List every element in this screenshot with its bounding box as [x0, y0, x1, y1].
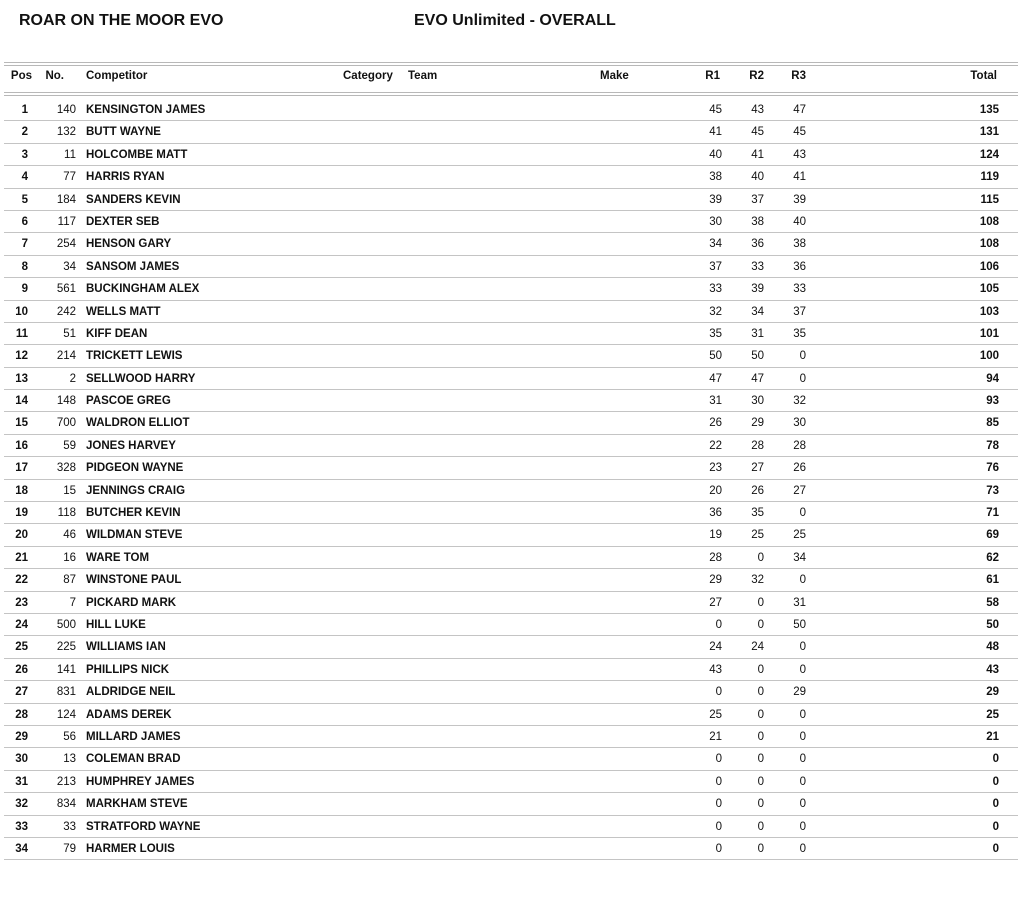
cell-number: 328 [56, 462, 76, 475]
column-header-r1: R1 [705, 70, 720, 82]
cell-pos: 24 [15, 618, 28, 631]
cell-r2: 0 [757, 551, 764, 564]
cell-pos: 25 [15, 641, 28, 654]
cell-total: 29 [986, 686, 999, 699]
cell-total: 61 [986, 574, 999, 587]
cell-competitor: PICKARD MARK [86, 596, 177, 609]
cell-pos: 2 [21, 126, 28, 139]
cell-total: 106 [979, 260, 999, 273]
cell-number: 11 [64, 148, 76, 161]
cell-pos: 28 [15, 708, 28, 721]
table-row [4, 256, 1018, 278]
cell-r2: 31 [751, 327, 764, 340]
column-header-category: Category [343, 70, 393, 82]
cell-number: 79 [63, 842, 76, 855]
cell-r2: 39 [751, 283, 764, 296]
cell-competitor: DEXTER SEB [86, 215, 160, 228]
cell-r1: 30 [709, 215, 722, 228]
cell-pos: 8 [21, 260, 28, 273]
cell-r3: 40 [793, 215, 806, 228]
cell-total: 0 [992, 775, 999, 788]
cell-number: 16 [63, 551, 76, 564]
cell-r3: 0 [799, 708, 806, 721]
cell-r1: 23 [709, 462, 722, 475]
event-title: ROAR ON THE MOOR EVO [19, 12, 224, 29]
cell-total: 85 [986, 417, 999, 430]
column-header-pos: Pos [10, 70, 32, 82]
cell-total: 21 [986, 730, 999, 743]
cell-r2: 0 [757, 708, 764, 721]
table-row [4, 412, 1018, 434]
cell-number: 13 [63, 753, 76, 766]
cell-number: 7 [69, 596, 76, 609]
table-row [4, 233, 1018, 255]
cell-r2: 47 [751, 372, 764, 385]
cell-pos: 29 [15, 730, 28, 743]
cell-r3: 25 [793, 529, 806, 542]
column-header-r2: R2 [749, 70, 764, 82]
table-row [4, 99, 1018, 121]
cell-pos: 9 [21, 283, 28, 296]
table-row [4, 345, 1018, 367]
cell-number: 214 [56, 350, 76, 363]
table-row [4, 121, 1018, 143]
cell-total: 76 [986, 462, 999, 475]
cell-number: 834 [56, 798, 76, 811]
table-row [4, 614, 1018, 636]
cell-number: 46 [63, 529, 76, 542]
cell-r3: 0 [799, 372, 806, 385]
cell-r2: 29 [751, 417, 764, 430]
cell-r3: 0 [799, 775, 806, 788]
cell-pos: 32 [15, 798, 28, 811]
cell-r3: 0 [799, 842, 806, 855]
cell-number: 59 [63, 439, 76, 452]
cell-r1: 39 [709, 193, 722, 206]
cell-competitor: SELLWOOD HARRY [86, 372, 196, 385]
cell-competitor: ALDRIDGE NEIL [86, 686, 176, 699]
table-row [4, 681, 1018, 703]
cell-total: 78 [986, 439, 999, 452]
cell-competitor: SANDERS KEVIN [86, 193, 181, 206]
table-row [4, 323, 1018, 345]
cell-r2: 36 [751, 238, 764, 251]
cell-total: 71 [986, 507, 999, 520]
cell-r1: 33 [709, 283, 722, 296]
cell-r1: 27 [709, 596, 722, 609]
cell-r3: 34 [793, 551, 806, 564]
table-row [4, 704, 1018, 726]
cell-r1: 21 [709, 730, 722, 743]
cell-r2: 32 [751, 574, 764, 587]
cell-total: 69 [986, 529, 999, 542]
cell-r1: 24 [709, 641, 722, 654]
cell-r3: 0 [799, 641, 806, 654]
cell-competitor: HOLCOMBE MATT [86, 148, 188, 161]
cell-pos: 27 [15, 686, 28, 699]
table-row [4, 211, 1018, 233]
cell-r3: 30 [793, 417, 806, 430]
cell-r2: 0 [757, 753, 764, 766]
results-table-header [0, 70, 1024, 88]
cell-pos: 3 [21, 148, 28, 161]
cell-r2: 38 [751, 215, 764, 228]
cell-competitor: STRATFORD WAYNE [86, 820, 201, 833]
table-row [4, 592, 1018, 614]
cell-pos: 5 [21, 193, 28, 206]
cell-r3: 0 [799, 753, 806, 766]
cell-pos: 11 [15, 327, 28, 340]
cell-pos: 15 [15, 417, 28, 430]
cell-number: 118 [57, 507, 76, 520]
cell-total: 93 [986, 395, 999, 408]
cell-total: 94 [986, 372, 999, 385]
cell-competitor: SANSOM JAMES [86, 260, 180, 273]
cell-pos: 30 [15, 753, 28, 766]
cell-number: 254 [56, 238, 76, 251]
cell-total: 0 [992, 753, 999, 766]
cell-competitor: MILLARD JAMES [86, 730, 181, 743]
cell-pos: 34 [15, 842, 28, 855]
cell-r1: 47 [709, 372, 722, 385]
cell-total: 73 [986, 484, 999, 497]
cell-r2: 0 [757, 686, 764, 699]
table-row [4, 838, 1018, 860]
column-header-r3: R3 [791, 70, 806, 82]
cell-r1: 0 [715, 753, 722, 766]
cell-competitor: HARMER LOUIS [86, 842, 175, 855]
table-row [4, 748, 1018, 770]
cell-competitor: WILLIAMS IAN [86, 641, 166, 654]
class-title: EVO Unlimited - OVERALL [414, 12, 616, 29]
cell-pos: 14 [15, 395, 28, 408]
cell-number: 561 [56, 283, 76, 296]
table-row [4, 793, 1018, 815]
table-row [4, 547, 1018, 569]
cell-r1: 0 [715, 820, 722, 833]
cell-r2: 45 [751, 126, 764, 139]
table-row [4, 771, 1018, 793]
cell-r1: 35 [709, 327, 722, 340]
cell-number: 124 [56, 708, 76, 721]
cell-pos: 10 [15, 305, 28, 318]
cell-total: 0 [992, 820, 999, 833]
results-table-body [0, 99, 1024, 860]
cell-r1: 40 [709, 148, 722, 161]
cell-number: 242 [56, 305, 76, 318]
cell-r3: 0 [799, 798, 806, 811]
cell-r2: 0 [757, 798, 764, 811]
cell-total: 103 [979, 305, 999, 318]
cell-total: 0 [992, 798, 999, 811]
table-row [4, 480, 1018, 502]
cell-number: 34 [63, 260, 76, 273]
cell-competitor: HENSON GARY [86, 238, 172, 251]
cell-competitor: KENSINGTON JAMES [86, 104, 206, 116]
cell-r3: 41 [793, 171, 806, 184]
cell-r2: 0 [757, 663, 764, 676]
cell-r1: 45 [709, 104, 722, 116]
cell-pos: 21 [15, 551, 28, 564]
cell-total: 115 [980, 193, 999, 206]
cell-total: 124 [979, 148, 999, 161]
cell-r2: 26 [751, 484, 764, 497]
cell-r3: 26 [793, 462, 806, 475]
cell-r3: 0 [799, 730, 806, 743]
cell-r1: 0 [715, 618, 722, 631]
cell-competitor: WELLS MATT [86, 305, 161, 318]
cell-r1: 50 [709, 350, 722, 363]
cell-competitor: KIFF DEAN [86, 327, 148, 340]
cell-r1: 26 [709, 417, 722, 430]
cell-r3: 38 [793, 238, 806, 251]
cell-pos: 16 [15, 439, 28, 452]
cell-r1: 0 [715, 798, 722, 811]
cell-number: 15 [63, 484, 76, 497]
cell-r3: 0 [799, 574, 806, 587]
cell-number: 77 [63, 171, 76, 184]
cell-total: 105 [979, 283, 999, 296]
cell-r3: 31 [793, 596, 806, 609]
cell-competitor: BUTT WAYNE [86, 126, 161, 139]
cell-r3: 0 [799, 663, 806, 676]
divider-top [4, 62, 1018, 63]
cell-pos: 7 [21, 238, 28, 251]
cell-number: 132 [56, 126, 76, 139]
cell-r1: 0 [715, 775, 722, 788]
table-row [4, 636, 1018, 658]
cell-r2: 43 [751, 104, 764, 116]
cell-competitor: COLEMAN BRAD [86, 753, 181, 766]
cell-competitor: ADAMS DEREK [86, 708, 172, 721]
table-row [4, 659, 1018, 681]
table-row [4, 569, 1018, 591]
cell-r2: 0 [757, 618, 764, 631]
cell-competitor: TRICKETT LEWIS [86, 350, 183, 363]
cell-r1: 41 [709, 126, 722, 139]
cell-r1: 43 [709, 663, 722, 676]
cell-number: 500 [56, 618, 76, 631]
cell-r2: 37 [751, 193, 764, 206]
cell-pos: 18 [15, 484, 28, 497]
cell-r2: 30 [751, 395, 764, 408]
cell-total: 58 [986, 596, 999, 609]
cell-number: 140 [56, 104, 76, 116]
cell-r1: 34 [709, 238, 722, 251]
cell-total: 131 [979, 126, 999, 139]
cell-r3: 37 [793, 305, 806, 318]
cell-r2: 40 [751, 171, 764, 184]
table-row [4, 726, 1018, 748]
cell-pos: 20 [15, 529, 28, 542]
cell-r3: 32 [793, 395, 806, 408]
cell-r1: 20 [709, 484, 722, 497]
cell-pos: 1 [21, 104, 28, 116]
cell-r1: 22 [709, 439, 722, 452]
cell-total: 108 [979, 215, 999, 228]
cell-r2: 0 [757, 596, 764, 609]
cell-competitor: WILDMAN STEVE [86, 529, 183, 542]
cell-r2: 35 [751, 507, 764, 520]
cell-r2: 28 [751, 439, 764, 452]
cell-number: 148 [56, 395, 76, 408]
cell-competitor: WINSTONE PAUL [86, 574, 182, 587]
column-header-make: Make [600, 70, 629, 82]
cell-r2: 33 [751, 260, 764, 273]
cell-pos: 23 [15, 596, 28, 609]
column-header-competitor: Competitor [86, 70, 148, 82]
table-row [4, 166, 1018, 188]
cell-pos: 31 [15, 775, 28, 788]
cell-r2: 50 [751, 350, 764, 363]
cell-competitor: HUMPHREY JAMES [86, 775, 195, 788]
cell-pos: 26 [15, 663, 28, 676]
table-row [4, 502, 1018, 524]
cell-r3: 0 [799, 507, 806, 520]
cell-number: 213 [56, 775, 76, 788]
cell-competitor: PHILLIPS NICK [86, 663, 170, 676]
cell-r1: 19 [709, 529, 722, 542]
cell-total: 119 [980, 171, 999, 184]
cell-competitor: HARRIS RYAN [86, 171, 165, 184]
column-header-no: No. [45, 70, 64, 82]
cell-number: 225 [56, 641, 76, 654]
cell-competitor: MARKHAM STEVE [86, 798, 188, 811]
cell-total: 135 [979, 104, 999, 116]
cell-total: 108 [979, 238, 999, 251]
cell-total: 0 [992, 842, 999, 855]
cell-number: 700 [56, 417, 76, 430]
cell-pos: 13 [15, 372, 28, 385]
table-row [4, 301, 1018, 323]
cell-r1: 36 [709, 507, 722, 520]
cell-r3: 28 [793, 439, 806, 452]
cell-total: 100 [979, 350, 999, 363]
table-row [4, 144, 1018, 166]
table-row [4, 435, 1018, 457]
cell-competitor: BUCKINGHAM ALEX [86, 283, 200, 296]
cell-r3: 36 [793, 260, 806, 273]
column-header-total: Total [970, 70, 997, 82]
cell-r2: 24 [751, 641, 764, 654]
cell-r3: 0 [799, 820, 806, 833]
cell-r3: 33 [793, 283, 806, 296]
cell-number: 831 [56, 686, 76, 699]
cell-competitor: WARE TOM [86, 551, 150, 564]
cell-r1: 0 [715, 842, 722, 855]
cell-number: 117 [57, 215, 76, 228]
cell-total: 62 [986, 551, 999, 564]
cell-r2: 0 [757, 842, 764, 855]
cell-r3: 39 [793, 193, 806, 206]
cell-pos: 17 [15, 462, 28, 475]
cell-competitor: HILL LUKE [86, 618, 146, 631]
cell-competitor: JONES HARVEY [86, 439, 176, 452]
table-row [4, 189, 1018, 211]
cell-r3: 29 [793, 686, 806, 699]
cell-r3: 43 [793, 148, 806, 161]
cell-r2: 0 [757, 775, 764, 788]
divider-header [4, 92, 1018, 93]
cell-number: 141 [56, 663, 76, 676]
cell-r1: 0 [715, 686, 722, 699]
cell-r2: 25 [751, 529, 764, 542]
cell-competitor: BUTCHER KEVIN [86, 507, 181, 520]
column-header-team: Team [408, 70, 438, 82]
cell-r3: 35 [793, 327, 806, 340]
cell-r1: 37 [709, 260, 722, 273]
cell-total: 25 [986, 708, 999, 721]
cell-number: 87 [63, 574, 76, 587]
cell-r1: 29 [709, 574, 722, 587]
cell-r2: 27 [751, 462, 764, 475]
cell-total: 101 [979, 327, 999, 340]
cell-competitor: WALDRON ELLIOT [86, 417, 190, 430]
cell-number: 2 [69, 372, 76, 385]
cell-total: 48 [986, 641, 999, 654]
cell-r2: 41 [751, 148, 764, 161]
cell-r1: 31 [709, 395, 722, 408]
cell-total: 43 [986, 663, 999, 676]
cell-pos: 19 [15, 507, 28, 520]
table-row [4, 368, 1018, 390]
cell-pos: 12 [15, 350, 28, 363]
divider-header-inner [4, 95, 1018, 96]
cell-competitor: JENNINGS CRAIG [86, 484, 186, 497]
cell-pos: 22 [15, 574, 28, 587]
cell-r2: 34 [751, 305, 764, 318]
table-row [4, 390, 1018, 412]
cell-number: 51 [63, 327, 76, 340]
table-row [4, 278, 1018, 300]
cell-number: 56 [63, 730, 76, 743]
divider-top-inner [4, 65, 1018, 66]
table-row [4, 816, 1018, 838]
cell-competitor: PASCOE GREG [86, 395, 171, 408]
cell-number: 184 [56, 193, 76, 206]
cell-r3: 50 [793, 618, 806, 631]
cell-r2: 0 [757, 730, 764, 743]
cell-r1: 28 [709, 551, 722, 564]
cell-r1: 38 [709, 171, 722, 184]
cell-r3: 45 [793, 126, 806, 139]
cell-r3: 0 [799, 350, 806, 363]
table-row [4, 524, 1018, 546]
cell-pos: 33 [15, 820, 28, 833]
cell-r3: 27 [793, 484, 806, 497]
cell-r1: 32 [709, 305, 722, 318]
cell-r1: 25 [709, 708, 722, 721]
cell-competitor: PIDGEON WAYNE [86, 462, 184, 475]
cell-r3: 47 [793, 104, 806, 116]
cell-total: 50 [986, 618, 999, 631]
cell-r2: 0 [757, 820, 764, 833]
cell-pos: 4 [21, 171, 28, 184]
table-row [4, 457, 1018, 479]
cell-pos: 6 [21, 215, 28, 228]
cell-number: 33 [63, 820, 76, 833]
